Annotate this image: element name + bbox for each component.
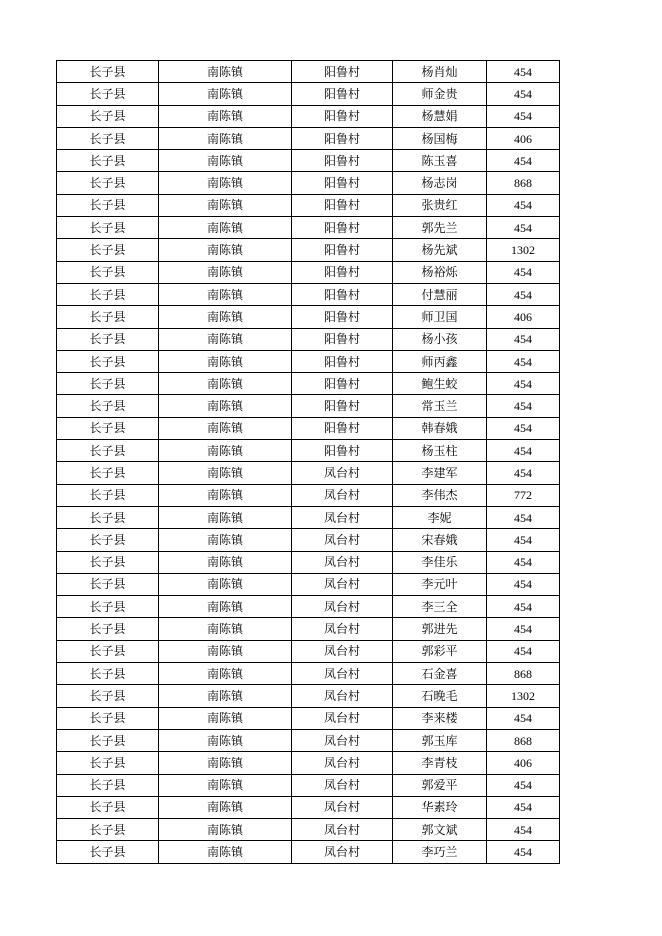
amount-cell: 454: [487, 328, 560, 350]
village-cell: 凤台村: [292, 484, 393, 506]
amount-cell: 454: [487, 551, 560, 573]
county-cell: 长子县: [57, 127, 159, 149]
county-cell: 长子县: [57, 573, 159, 595]
table-row: [57, 573, 560, 595]
name-cell: 鲍生蛟: [393, 373, 487, 395]
name-cell: 杨小孩: [393, 328, 487, 350]
village-cell: 阳鲁村: [292, 127, 393, 149]
amount-cell: 454: [487, 440, 560, 462]
town-cell: 南陈镇: [159, 819, 292, 841]
amount-cell: 454: [487, 796, 560, 818]
village-cell: 阳鲁村: [292, 61, 393, 83]
town-cell: 南陈镇: [159, 596, 292, 618]
county-cell: 长子县: [57, 596, 159, 618]
county-cell: 长子县: [57, 417, 159, 439]
village-cell: 凤台村: [292, 774, 393, 796]
amount-cell: 868: [487, 663, 560, 685]
town-cell: 南陈镇: [159, 462, 292, 484]
village-cell: 阳鲁村: [292, 395, 393, 417]
county-cell: 长子县: [57, 663, 159, 685]
village-cell: 凤台村: [292, 551, 393, 573]
table-row: [57, 150, 560, 172]
data-table: [56, 60, 560, 864]
village-cell: 凤台村: [292, 752, 393, 774]
town-cell: 南陈镇: [159, 328, 292, 350]
town-cell: 南陈镇: [159, 440, 292, 462]
name-cell: 李元叶: [393, 573, 487, 595]
county-cell: 长子县: [57, 440, 159, 462]
name-cell: 李妮: [393, 506, 487, 528]
amount-cell: 454: [487, 707, 560, 729]
name-cell: 李佳乐: [393, 551, 487, 573]
village-cell: 凤台村: [292, 596, 393, 618]
name-cell: 李建军: [393, 462, 487, 484]
village-cell: 凤台村: [292, 663, 393, 685]
name-cell: 陈玉喜: [393, 150, 487, 172]
name-cell: 师金贵: [393, 83, 487, 105]
town-cell: 南陈镇: [159, 83, 292, 105]
amount-cell: 1302: [487, 239, 560, 261]
amount-cell: 454: [487, 373, 560, 395]
town-cell: 南陈镇: [159, 506, 292, 528]
table-body: [57, 61, 560, 864]
town-cell: 南陈镇: [159, 417, 292, 439]
county-cell: 长子县: [57, 395, 159, 417]
name-cell: 华素玲: [393, 796, 487, 818]
name-cell: 郭文斌: [393, 819, 487, 841]
county-cell: 长子县: [57, 61, 159, 83]
village-cell: 凤台村: [292, 841, 393, 863]
amount-cell: 454: [487, 841, 560, 863]
town-cell: 南陈镇: [159, 395, 292, 417]
name-cell: 郭爱平: [393, 774, 487, 796]
town-cell: 南陈镇: [159, 841, 292, 863]
table-row: [57, 506, 560, 528]
village-cell: 凤台村: [292, 707, 393, 729]
name-cell: 韩春娥: [393, 417, 487, 439]
village-cell: 阳鲁村: [292, 350, 393, 372]
village-cell: 阳鲁村: [292, 417, 393, 439]
county-cell: 长子县: [57, 484, 159, 506]
town-cell: 南陈镇: [159, 663, 292, 685]
name-cell: 李伟杰: [393, 484, 487, 506]
amount-cell: 454: [487, 395, 560, 417]
county-cell: 长子县: [57, 194, 159, 216]
name-cell: 石金喜: [393, 663, 487, 685]
table-row: [57, 796, 560, 818]
county-cell: 长子县: [57, 462, 159, 484]
table-row: [57, 774, 560, 796]
town-cell: 南陈镇: [159, 752, 292, 774]
amount-cell: 454: [487, 774, 560, 796]
town-cell: 南陈镇: [159, 618, 292, 640]
amount-cell: 868: [487, 172, 560, 194]
name-cell: 杨裕烁: [393, 261, 487, 283]
name-cell: 李来楼: [393, 707, 487, 729]
table-row: [57, 350, 560, 372]
village-cell: 阳鲁村: [292, 373, 393, 395]
county-cell: 长子县: [57, 729, 159, 751]
village-cell: 凤台村: [292, 506, 393, 528]
county-cell: 长子县: [57, 150, 159, 172]
name-cell: 杨慧娟: [393, 105, 487, 127]
amount-cell: 454: [487, 529, 560, 551]
village-cell: 阳鲁村: [292, 150, 393, 172]
town-cell: 南陈镇: [159, 640, 292, 662]
county-cell: 长子县: [57, 707, 159, 729]
name-cell: 师丙鑫: [393, 350, 487, 372]
table-row: [57, 529, 560, 551]
county-cell: 长子县: [57, 105, 159, 127]
table-row: [57, 663, 560, 685]
county-cell: 长子县: [57, 752, 159, 774]
name-cell: 杨玉柱: [393, 440, 487, 462]
village-cell: 阳鲁村: [292, 306, 393, 328]
table-row: [57, 328, 560, 350]
amount-cell: 454: [487, 640, 560, 662]
village-cell: 凤台村: [292, 618, 393, 640]
table-row: [57, 373, 560, 395]
table-row: [57, 283, 560, 305]
name-cell: 李巧兰: [393, 841, 487, 863]
amount-cell: 454: [487, 506, 560, 528]
amount-cell: 406: [487, 752, 560, 774]
town-cell: 南陈镇: [159, 194, 292, 216]
town-cell: 南陈镇: [159, 796, 292, 818]
village-cell: 阳鲁村: [292, 440, 393, 462]
table-row: [57, 306, 560, 328]
table-row: [57, 551, 560, 573]
village-cell: 凤台村: [292, 529, 393, 551]
town-cell: 南陈镇: [159, 774, 292, 796]
town-cell: 南陈镇: [159, 105, 292, 127]
county-cell: 长子县: [57, 551, 159, 573]
town-cell: 南陈镇: [159, 350, 292, 372]
village-cell: 阳鲁村: [292, 172, 393, 194]
town-cell: 南陈镇: [159, 573, 292, 595]
name-cell: 杨国梅: [393, 127, 487, 149]
table-row: [57, 217, 560, 239]
amount-cell: 454: [487, 618, 560, 640]
county-cell: 长子县: [57, 217, 159, 239]
table-row: [57, 61, 560, 83]
town-cell: 南陈镇: [159, 373, 292, 395]
amount-cell: 454: [487, 61, 560, 83]
table-row: [57, 484, 560, 506]
county-cell: 长子县: [57, 306, 159, 328]
village-cell: 凤台村: [292, 573, 393, 595]
village-cell: 阳鲁村: [292, 283, 393, 305]
table-row: [57, 752, 560, 774]
county-cell: 长子县: [57, 83, 159, 105]
table-row: [57, 685, 560, 707]
village-cell: 阳鲁村: [292, 194, 393, 216]
table-row: [57, 462, 560, 484]
name-cell: 杨肖灿: [393, 61, 487, 83]
village-cell: 凤台村: [292, 729, 393, 751]
table-row: [57, 417, 560, 439]
table-row: [57, 729, 560, 751]
village-cell: 凤台村: [292, 462, 393, 484]
county-cell: 长子县: [57, 841, 159, 863]
county-cell: 长子县: [57, 261, 159, 283]
table-row: [57, 83, 560, 105]
amount-cell: 406: [487, 127, 560, 149]
amount-cell: 454: [487, 83, 560, 105]
amount-cell: 454: [487, 462, 560, 484]
amount-cell: 868: [487, 729, 560, 751]
county-cell: 长子县: [57, 283, 159, 305]
amount-cell: 772: [487, 484, 560, 506]
name-cell: 郭玉库: [393, 729, 487, 751]
village-cell: 阳鲁村: [292, 328, 393, 350]
town-cell: 南陈镇: [159, 529, 292, 551]
amount-cell: 454: [487, 105, 560, 127]
name-cell: 郭进先: [393, 618, 487, 640]
name-cell: 杨先斌: [393, 239, 487, 261]
table-row: [57, 194, 560, 216]
amount-cell: 406: [487, 306, 560, 328]
county-cell: 长子县: [57, 774, 159, 796]
town-cell: 南陈镇: [159, 707, 292, 729]
county-cell: 长子县: [57, 239, 159, 261]
town-cell: 南陈镇: [159, 217, 292, 239]
county-cell: 长子县: [57, 529, 159, 551]
amount-cell: 454: [487, 217, 560, 239]
amount-cell: 454: [487, 283, 560, 305]
name-cell: 李三全: [393, 596, 487, 618]
town-cell: 南陈镇: [159, 306, 292, 328]
county-cell: 长子县: [57, 819, 159, 841]
amount-cell: 454: [487, 417, 560, 439]
name-cell: 李青枝: [393, 752, 487, 774]
table-row: [57, 618, 560, 640]
village-cell: 阳鲁村: [292, 83, 393, 105]
table-row: [57, 841, 560, 863]
name-cell: 石晚毛: [393, 685, 487, 707]
county-cell: 长子县: [57, 618, 159, 640]
county-cell: 长子县: [57, 328, 159, 350]
county-cell: 长子县: [57, 640, 159, 662]
village-cell: 阳鲁村: [292, 105, 393, 127]
town-cell: 南陈镇: [159, 484, 292, 506]
town-cell: 南陈镇: [159, 685, 292, 707]
name-cell: 郭先兰: [393, 217, 487, 239]
amount-cell: 454: [487, 573, 560, 595]
village-cell: 凤台村: [292, 685, 393, 707]
amount-cell: 454: [487, 261, 560, 283]
county-cell: 长子县: [57, 350, 159, 372]
amount-cell: 454: [487, 596, 560, 618]
name-cell: 张贵红: [393, 194, 487, 216]
table-row: [57, 261, 560, 283]
amount-cell: 454: [487, 350, 560, 372]
village-cell: 阳鲁村: [292, 239, 393, 261]
county-cell: 长子县: [57, 373, 159, 395]
table-row: [57, 707, 560, 729]
town-cell: 南陈镇: [159, 729, 292, 751]
table-row: [57, 640, 560, 662]
town-cell: 南陈镇: [159, 239, 292, 261]
town-cell: 南陈镇: [159, 127, 292, 149]
name-cell: 师卫国: [393, 306, 487, 328]
amount-cell: 454: [487, 819, 560, 841]
village-cell: 凤台村: [292, 819, 393, 841]
amount-cell: 454: [487, 150, 560, 172]
amount-cell: 1302: [487, 685, 560, 707]
town-cell: 南陈镇: [159, 61, 292, 83]
county-cell: 长子县: [57, 685, 159, 707]
town-cell: 南陈镇: [159, 551, 292, 573]
name-cell: 杨志岗: [393, 172, 487, 194]
village-cell: 凤台村: [292, 640, 393, 662]
town-cell: 南陈镇: [159, 261, 292, 283]
county-cell: 长子县: [57, 796, 159, 818]
table-row: [57, 395, 560, 417]
village-cell: 凤台村: [292, 796, 393, 818]
table-row: [57, 105, 560, 127]
amount-cell: 454: [487, 194, 560, 216]
town-cell: 南陈镇: [159, 172, 292, 194]
table-row: [57, 440, 560, 462]
name-cell: 付慧丽: [393, 283, 487, 305]
county-cell: 长子县: [57, 506, 159, 528]
village-cell: 阳鲁村: [292, 217, 393, 239]
table-row: [57, 127, 560, 149]
table-row: [57, 172, 560, 194]
name-cell: 郭彩平: [393, 640, 487, 662]
town-cell: 南陈镇: [159, 150, 292, 172]
town-cell: 南陈镇: [159, 283, 292, 305]
county-cell: 长子县: [57, 172, 159, 194]
name-cell: 常玉兰: [393, 395, 487, 417]
table-row: [57, 239, 560, 261]
village-cell: 阳鲁村: [292, 261, 393, 283]
table-row: [57, 596, 560, 618]
table-row: [57, 819, 560, 841]
name-cell: 宋春娥: [393, 529, 487, 551]
